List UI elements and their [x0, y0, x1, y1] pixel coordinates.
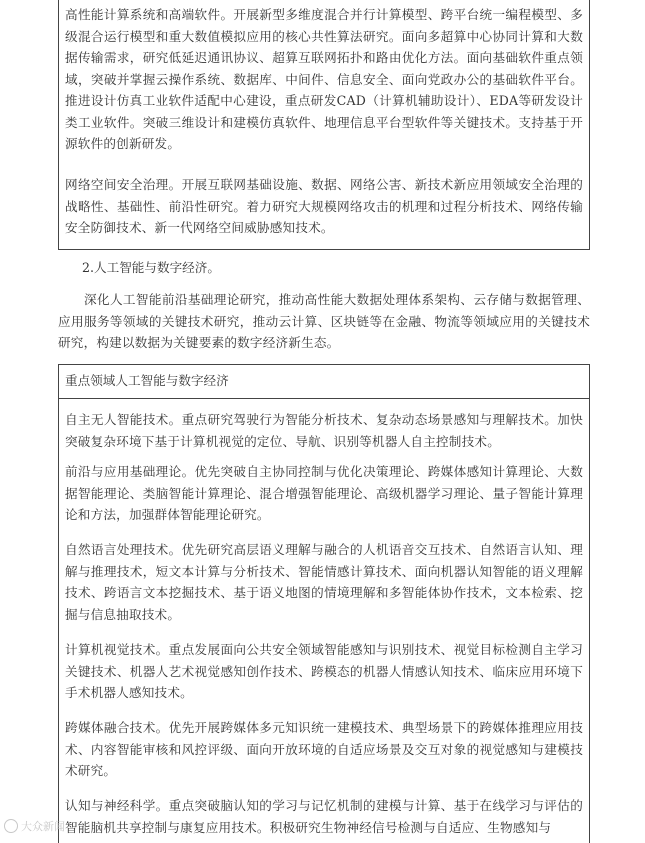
watermark: [4, 818, 65, 834]
paragraph-cross-media: 跨媒体融合技术。优先开展跨媒体多元知识统一建模技术、典型场景下的跨媒体推理应用技术、内容智能审核和风控评级、面向开放环境的自适应场景及交互对象的视觉感知与建模技术研究。: [65, 720, 583, 778]
paragraph-autonomous-ai: 自主无人智能技术。重点研究驾驶行为智能分析技术、复杂动态场景感知与理解技术。加快突破复杂环境下基于计算机视觉的定位、导航、识别等机器人自主控制技术。: [65, 412, 583, 449]
ai-digital-economy-box: [58, 364, 590, 843]
top-content-box: [58, 0, 590, 250]
watermark-text: 大众新闻: [21, 820, 65, 833]
paragraph-cyber-security: 网络空间安全治理。开展互联网基础设施、数据、网络公害、新技术新应用领域安全治理的战略性、基础性、前沿性研究。着力研究大规模网络攻击的机理和过程分析技术、网络传输安全防御技术、新一代网络空间威胁感知技术。: [65, 177, 583, 235]
paragraph-nlp: 自然语言处理技术。优先研究高层语义理解与融合的人机语音交互技术、自然语言认知、理解与推理技术，短文本计算与分析技术、智能情感计算技术、面向机器认知智能的语义理解技术、跨语言文本挖掘技术、基于语义地图的情境理解和多智能体协作技术，文本检索、挖掘与信息抽取技术。: [65, 542, 583, 622]
watermark-logo-icon: [4, 819, 18, 833]
box-title-row: [59, 365, 589, 399]
paragraph-frontier-theory: 前沿与应用基础理论。优先突破自主协同控制与优化决策理论、跨媒体感知计算理论、大数据智能理论、类脑智能计算理论、混合增强智能理论、高级机器学习理论、量子智能计算理论和方法，加强群体智能理论研究。: [65, 464, 583, 522]
section-intro-paragraph: 深化人工智能前沿基础理论研究，推动高性能大数据处理体系架构、云存储与数据管理、应用服务等领域的关键技术研究，推动云计算、区块链等在金融、物流等领域应用的关键技术研究，构建以数据为关键要素的数字经济新生态。: [58, 292, 590, 350]
paragraph-hpc-software: 高性能计算系统和高端软件。开展新型多维度混合并行计算模型、跨平台统一编程模型、多级混合运行模型和重大数值模拟应用的核心共性算法研究。面向多超算中心协同计算和大数据传输需求，研究低延迟通讯协议、超算互联网拓扑和路由优化方法。面向基础软件重点领域，突破并掌握云操作系统、数据库、中间件、信息安全、面向党政办公的基础软件平台。推进设计仿真工业软件适配中心建设，重点研发CAD（计算机辅助设计）、EDA等研发设计类工业软件。突破三维设计和建模仿真软件、地理信息平台型软件等关键技术。支持基于开源软件的创新研发。: [65, 7, 583, 151]
paragraph-computer-vision: 计算机视觉技术。重点发展面向公共安全领域智能感知与识别技术、视觉目标检测自主学习关键技术、机器人艺术视觉感知创作技术、跨模态的机器人情感认知技术、临床应用环境下手术机器人感知技术。: [65, 642, 583, 700]
paragraph-cognitive-neuroscience: 认知与神经科学。重点突破脑认知的学习与记忆机制的建模与计算、基于在线学习与评估的智能脑机共享控制与康复应用技术。积极研究生物神经信号检测与自适应、生物感知与: [65, 798, 583, 835]
box-title: 重点领域人工智能与数字经济: [65, 373, 229, 388]
section-heading: 2.人工智能与数字经济。: [82, 260, 220, 275]
